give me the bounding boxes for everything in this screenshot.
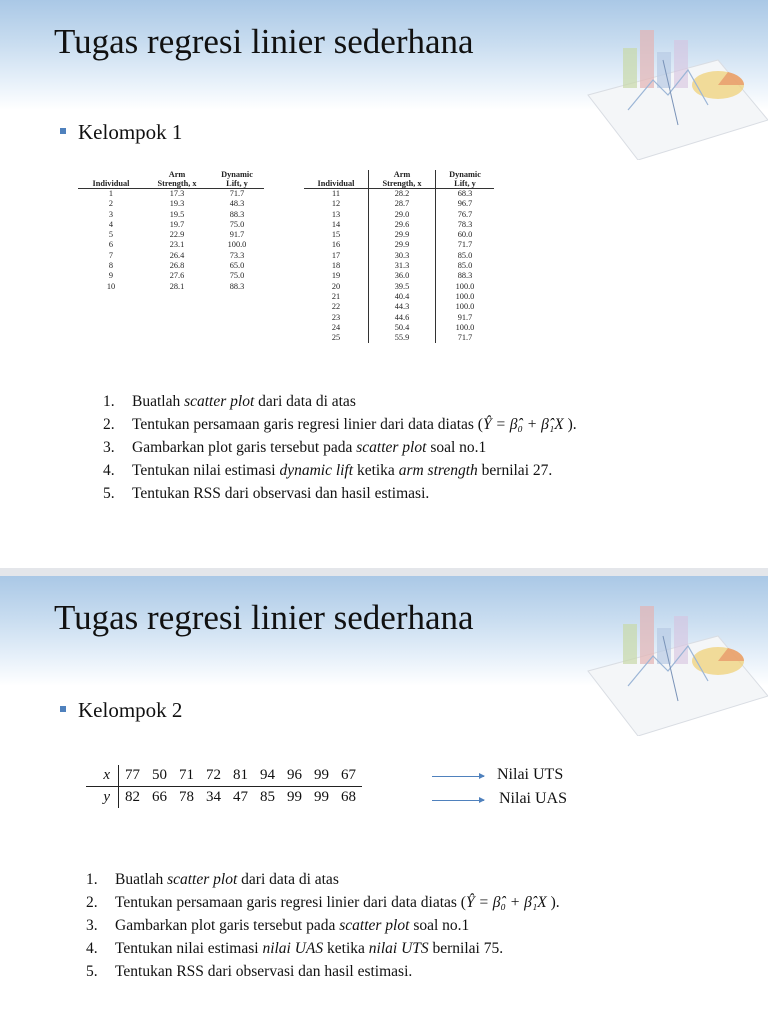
task-text: Tentukan persamaan garis regresi linier dari data diatas ( xyxy=(132,416,483,433)
task-item xyxy=(103,482,577,505)
group-bullet xyxy=(60,120,182,145)
task-item xyxy=(103,413,577,436)
individual-cell: 8 xyxy=(108,261,114,271)
dynamic-lift-cell: 88.3 xyxy=(457,271,473,281)
y-value-cell: 99 xyxy=(314,789,329,805)
table-row xyxy=(78,210,264,220)
individual-cell: 19 xyxy=(304,271,369,281)
arm-strength-cell: 23.1 xyxy=(169,240,185,250)
task-text: Tentukan RSS dari observasi dan hasil estimasi. xyxy=(115,963,413,980)
table-row xyxy=(304,251,494,261)
table-row xyxy=(304,199,494,209)
task-emphasis: dynamic lift xyxy=(279,462,354,479)
slide-title: Tugas regresi linier sederhana xyxy=(54,22,474,61)
bullet-square-icon xyxy=(60,128,66,134)
dynamic-lift-cell: 100.0 xyxy=(455,281,475,291)
task-text: Buatlah xyxy=(115,871,168,888)
task-number: 2. xyxy=(86,894,98,911)
arm-strength-cell: 29.6 xyxy=(369,220,436,230)
task-text: dari data di atas xyxy=(254,393,356,410)
y-row xyxy=(86,787,362,809)
arm-strength-cell: 22.9 xyxy=(169,230,185,240)
dynamic-lift-cell: 85.0 xyxy=(457,261,473,271)
table-row xyxy=(304,189,494,200)
arm-strength-cell: 39.5 xyxy=(369,282,436,292)
bullet-square-icon xyxy=(60,706,66,712)
individual-cell: 5 xyxy=(108,230,114,240)
arrow-right-icon xyxy=(432,800,484,801)
chart-decoration-icon xyxy=(568,576,768,736)
dynamic-lift-cell: 88.3 xyxy=(229,281,245,291)
arm-strength-cell: 55.9 xyxy=(369,333,436,343)
x-row xyxy=(86,765,362,787)
individual-cell: 9 xyxy=(108,271,114,281)
table-row xyxy=(304,302,494,312)
table-row xyxy=(78,261,264,271)
dynamic-lift-cell: 88.3 xyxy=(229,209,245,219)
arm-strength-cell: 27.6 xyxy=(169,271,185,281)
individual-cell: 6 xyxy=(108,240,114,250)
task-text: ketika xyxy=(323,940,369,957)
task-item xyxy=(103,459,577,482)
table-row xyxy=(304,220,494,230)
individual-cell: 4 xyxy=(108,219,114,229)
task-text: Tentukan nilai estimasi xyxy=(132,462,280,479)
individual-cell: 10 xyxy=(106,281,116,291)
x-value-cell: 50 xyxy=(146,765,173,787)
dynamic-lift-cell: 100.0 xyxy=(227,240,247,250)
task-text: Tentukan RSS dari observasi dan hasil estimasi. xyxy=(132,485,430,502)
data-table-left xyxy=(78,170,264,292)
data-table-right xyxy=(304,170,494,343)
dynamic-lift-cell: 78.3 xyxy=(457,219,473,229)
task-number: 1. xyxy=(103,393,115,410)
arm-strength-cell: 17.3 xyxy=(169,189,185,198)
col-header-dynamic-lift: Dynamic Lift, y xyxy=(210,170,264,189)
dynamic-lift-cell: 68.3 xyxy=(457,189,473,198)
task-number: 4. xyxy=(86,940,98,957)
individual-cell: 13 xyxy=(304,210,369,220)
dynamic-lift-cell: 75.0 xyxy=(229,219,245,229)
arm-strength-cell: 31.3 xyxy=(369,261,436,271)
table-row xyxy=(78,251,264,261)
table-row xyxy=(304,292,494,302)
arm-strength-cell: 29.0 xyxy=(369,210,436,220)
dynamic-lift-cell: 100.0 xyxy=(455,302,475,312)
arm-strength-cell: 26.8 xyxy=(169,261,185,271)
task-emphasis: scatter plot xyxy=(339,917,410,934)
col-header-arm-strength: Arm Strength, x xyxy=(369,170,436,189)
table-row xyxy=(304,210,494,220)
task-text: soal no.1 xyxy=(409,917,470,934)
individual-cell: 2 xyxy=(108,199,114,209)
group-label: Kelompok 2 xyxy=(78,698,183,722)
dynamic-lift-cell: 65.0 xyxy=(229,261,245,271)
table-row xyxy=(304,230,494,240)
y-value-cell: 82 xyxy=(125,789,140,805)
task-emphasis: scatter plot xyxy=(356,439,427,456)
table-row xyxy=(78,240,264,250)
dynamic-lift-cell: 91.7 xyxy=(457,312,473,322)
group-bullet xyxy=(60,698,182,723)
table-row xyxy=(304,282,494,292)
col-header-individual: Individual xyxy=(78,170,144,189)
task-emphasis: nilai UTS xyxy=(368,940,429,957)
individual-cell: 20 xyxy=(304,282,369,292)
x-value-cell: 99 xyxy=(308,765,335,787)
individual-cell: 7 xyxy=(108,250,114,260)
individual-cell: 1 xyxy=(108,189,114,198)
task-text: soal no.1 xyxy=(426,439,487,456)
task-number: 5. xyxy=(103,485,115,502)
y-label: y xyxy=(86,787,119,809)
dynamic-lift-cell: 71.7 xyxy=(457,240,473,250)
arm-strength-cell: 19.3 xyxy=(169,199,185,209)
task-emphasis: arm strength xyxy=(398,462,478,479)
task-emphasis: scatter plot xyxy=(184,393,255,410)
y-value-cell: 85 xyxy=(260,789,275,805)
x-value-cell: 77 xyxy=(119,765,147,787)
task-text: ). xyxy=(563,416,577,433)
arm-strength-cell: 28.2 xyxy=(369,189,436,200)
task-number: 2. xyxy=(103,416,115,433)
x-note: Nilai UTS xyxy=(497,766,564,783)
dynamic-lift-cell: 71.7 xyxy=(229,189,245,198)
individual-cell: 15 xyxy=(304,230,369,240)
individual-cell: 14 xyxy=(304,220,369,230)
y-note: Nilai UAS xyxy=(499,790,567,807)
dynamic-lift-cell: 75.0 xyxy=(229,271,245,281)
table-row xyxy=(304,261,494,271)
table-row xyxy=(78,220,264,230)
task-item xyxy=(86,960,560,983)
arm-strength-cell: 19.7 xyxy=(169,219,185,229)
dynamic-lift-cell: 96.7 xyxy=(457,199,473,209)
dynamic-lift-cell: 71.7 xyxy=(457,333,473,343)
x-value-cell: 72 xyxy=(200,765,227,787)
individual-cell: 25 xyxy=(304,333,369,343)
x-value-cell: 94 xyxy=(254,765,281,787)
y-value-cell: 78 xyxy=(179,789,194,805)
arm-strength-cell: 40.4 xyxy=(369,292,436,302)
arm-strength-cell: 28.7 xyxy=(369,199,436,209)
arm-strength-cell: 29.9 xyxy=(369,240,436,250)
arm-strength-cell: 44.3 xyxy=(369,302,436,312)
group-label: Kelompok 1 xyxy=(78,120,183,144)
col-header-dynamic-lift: Dynamic Lift, y xyxy=(436,170,495,189)
individual-cell: 12 xyxy=(304,199,369,209)
table-row xyxy=(304,333,494,343)
arm-strength-cell: 44.6 xyxy=(369,313,436,323)
arm-strength-cell: 28.1 xyxy=(169,281,185,291)
arm-strength-cell: 26.4 xyxy=(169,250,185,260)
task-text: Tentukan persamaan garis regresi linier dari data diatas ( xyxy=(115,894,466,911)
task-text: Gambarkan plot garis tersebut pada xyxy=(115,917,340,934)
task-text: ). xyxy=(546,894,560,911)
table-row xyxy=(304,323,494,333)
task-list xyxy=(103,390,577,505)
task-number: 4. xyxy=(103,462,115,479)
y-value-cell: 66 xyxy=(152,789,167,805)
slide-separator xyxy=(0,568,768,576)
task-emphasis: scatter plot xyxy=(167,871,238,888)
dynamic-lift-cell: 85.0 xyxy=(457,250,473,260)
x-value-cell: 96 xyxy=(281,765,308,787)
arm-strength-cell: 50.4 xyxy=(369,323,436,333)
y-value-cell: 99 xyxy=(287,789,302,805)
x-value-cell: 81 xyxy=(227,765,254,787)
task-item xyxy=(86,891,560,914)
individual-cell: 22 xyxy=(304,302,369,312)
table-row xyxy=(78,199,264,209)
task-text: dari data di atas xyxy=(237,871,339,888)
arm-strength-cell: 36.0 xyxy=(369,271,436,281)
task-number: 5. xyxy=(86,963,98,980)
chart-decoration-icon xyxy=(568,0,768,160)
arm-strength-cell: 19.5 xyxy=(169,209,185,219)
dynamic-lift-cell: 91.7 xyxy=(229,230,245,240)
task-text: bernilai 27. xyxy=(477,462,553,479)
table-row xyxy=(304,313,494,323)
table-row xyxy=(78,230,264,240)
slide-2 xyxy=(0,576,768,1024)
task-item xyxy=(103,390,577,413)
task-number: 3. xyxy=(86,917,98,934)
table-row xyxy=(78,271,264,281)
x-value-cell: 71 xyxy=(173,765,200,787)
task-item xyxy=(86,937,560,960)
task-emphasis: nilai UAS xyxy=(262,940,324,957)
individual-cell: 21 xyxy=(304,292,369,302)
slide-title: Tugas regresi linier sederhana xyxy=(54,598,474,637)
table-row xyxy=(304,240,494,250)
individual-cell: 16 xyxy=(304,240,369,250)
task-emphasis: Ŷ = β̂₀ + β̂₁X xyxy=(482,416,564,433)
individual-cell: 23 xyxy=(304,313,369,323)
task-text: bernilai 75. xyxy=(428,940,504,957)
task-text: Buatlah xyxy=(132,393,185,410)
dynamic-lift-cell: 73.3 xyxy=(229,250,245,260)
individual-cell: 11 xyxy=(304,189,369,200)
y-value-cell: 47 xyxy=(233,789,248,805)
table-row xyxy=(78,282,264,292)
task-list xyxy=(86,868,560,983)
individual-cell: 3 xyxy=(108,209,114,219)
dynamic-lift-cell: 100.0 xyxy=(455,322,475,332)
arm-strength-cell: 30.3 xyxy=(369,251,436,261)
individual-cell: 18 xyxy=(304,261,369,271)
individual-cell: 17 xyxy=(304,251,369,261)
y-value-cell: 34 xyxy=(206,789,221,805)
task-text: ketika xyxy=(353,462,399,479)
dynamic-lift-cell: 76.7 xyxy=(457,209,473,219)
col-header-individual: Individual xyxy=(304,170,369,189)
y-value-cell: 68 xyxy=(341,789,356,805)
task-item xyxy=(103,436,577,459)
task-number: 1. xyxy=(86,871,98,888)
dynamic-lift-cell: 100.0 xyxy=(455,291,475,301)
col-header-arm-strength: Arm Strength, x xyxy=(144,170,210,189)
task-text: Tentukan nilai estimasi xyxy=(115,940,263,957)
arm-strength-cell: 29.9 xyxy=(369,230,436,240)
dynamic-lift-cell: 48.3 xyxy=(229,199,245,209)
x-value-cell: 67 xyxy=(335,765,362,787)
dynamic-lift-cell: 60.0 xyxy=(457,230,473,240)
xy-data-table xyxy=(86,765,362,808)
x-label: x xyxy=(86,765,119,787)
table-row xyxy=(304,271,494,281)
task-item xyxy=(86,868,560,891)
task-item xyxy=(86,914,560,937)
task-emphasis: Ŷ = β̂₀ + β̂₁X xyxy=(465,894,547,911)
task-text: Gambarkan plot garis tersebut pada xyxy=(132,439,357,456)
task-number: 3. xyxy=(103,439,115,456)
arrow-right-icon xyxy=(432,776,484,777)
individual-cell: 24 xyxy=(304,323,369,333)
table-row xyxy=(78,189,264,200)
